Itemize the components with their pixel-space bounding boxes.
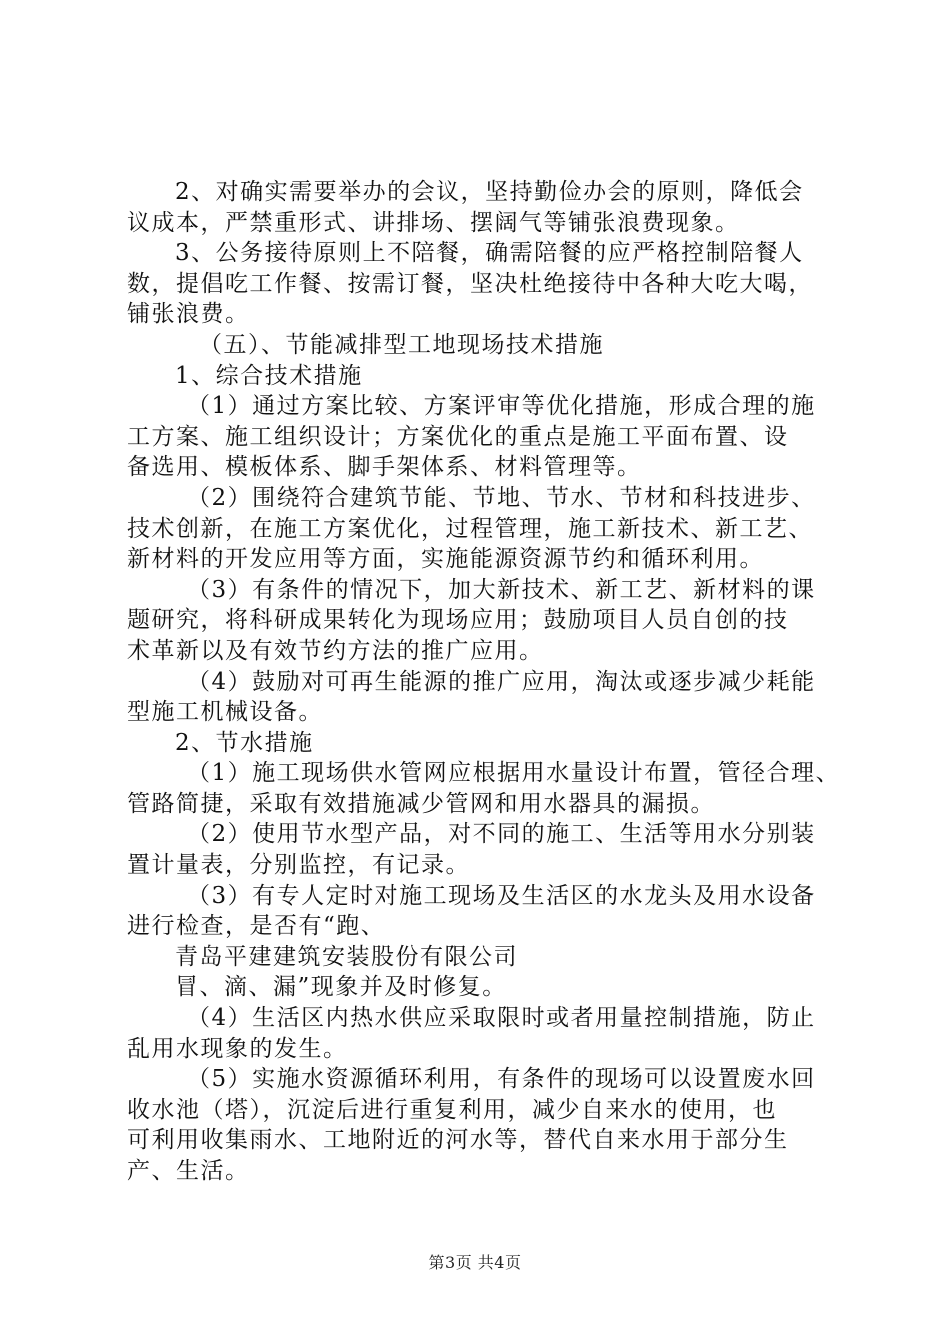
text-line: （2）使用节水型产品，对不同的施工、生活等用水分别装	[187, 821, 816, 848]
text-line: 型施工机械设备。	[127, 699, 323, 726]
text-line: （4）鼓励对可再生能源的推广应用，淘汰或逐步减少耗能	[187, 668, 816, 695]
text-line: 新材料的开发应用等方面，实施能源资源节约和循环利用。	[127, 546, 764, 573]
text-line: 1、综合技术措施	[175, 362, 363, 389]
text-line: 技术创新，在施工方案优化，过程管理，施工新技术、新工艺、	[127, 515, 813, 542]
text-line: 数，提倡吃工作餐、按需订餐，坚决杜绝接待中各种大吃大喝，	[127, 270, 813, 297]
text-line: 3、公务接待原则上不陪餐，确需陪餐的应严格控制陪餐人	[175, 240, 804, 267]
text-line: 工方案、施工组织设计；方案优化的重点是施工平面布置、设	[127, 423, 789, 450]
text-line: 2、节水措施	[175, 729, 314, 756]
text-line: 置计量表，分别监控，有记录。	[127, 852, 470, 879]
text-line: 乱用水现象的发生。	[127, 1035, 348, 1062]
text-line: （5）实施水资源循环利用，有条件的现场可以设置废水回	[187, 1066, 816, 1093]
page-footer: 第3页 共4页	[428, 1253, 522, 1272]
text-line: 进行检查，是否有“跑、	[127, 913, 386, 940]
text-line: 铺张浪费。	[127, 301, 250, 328]
text-line: 冒、滴、漏”现象并及时修复。	[175, 974, 507, 1001]
text-line: 术革新以及有效节约方法的推广应用。	[127, 637, 544, 664]
text-line: 产、生活。	[127, 1158, 250, 1184]
document-body	[127, 177, 841, 1187]
text-line: 备选用、模板体系、脚手架体系、材料管理等。	[127, 454, 642, 481]
text-line: （1）通过方案比较、方案评审等优化措施，形成合理的施	[187, 393, 816, 420]
text-line: 管路简捷，采取有效措施减少管网和用水器具的漏损。	[127, 790, 715, 817]
text-line: （五）、节能减排型工地现场技术措施	[199, 331, 604, 358]
text-line: （4）生活区内热水供应采取限时或者用量控制措施，防止	[187, 1005, 816, 1032]
text-line: （3）有专人定时对施工现场及生活区的水龙头及用水设备	[187, 882, 816, 909]
text-line: （2）围绕符合建筑节能、节地、节水、节材和科技进步、	[187, 484, 816, 511]
text-line: 议成本，严禁重形式、讲排场、摆阔气等铺张浪费现象。	[127, 209, 740, 236]
text-line: 2、对确实需要举办的会议，坚持勤俭办会的原则，降低会	[175, 179, 804, 205]
text-line: （1）施工现场供水管网应根据用水量设计布置，管径合理、	[187, 760, 841, 787]
text-line: 收水池（塔），沉淀后进行重复利用，减少自来水的使用，也	[127, 1096, 777, 1123]
text-line: 题研究，将科研成果转化为现场应用；鼓励项目人员自创的技	[127, 607, 789, 634]
text-line: 可利用收集雨水、工地附近的河水等，替代自来水用于部分生	[127, 1127, 789, 1154]
text-line: （3）有条件的情况下，加大新技术、新工艺、新材料的课	[187, 576, 816, 603]
text-line: 青岛平建建筑安装股份有限公司	[175, 943, 518, 970]
